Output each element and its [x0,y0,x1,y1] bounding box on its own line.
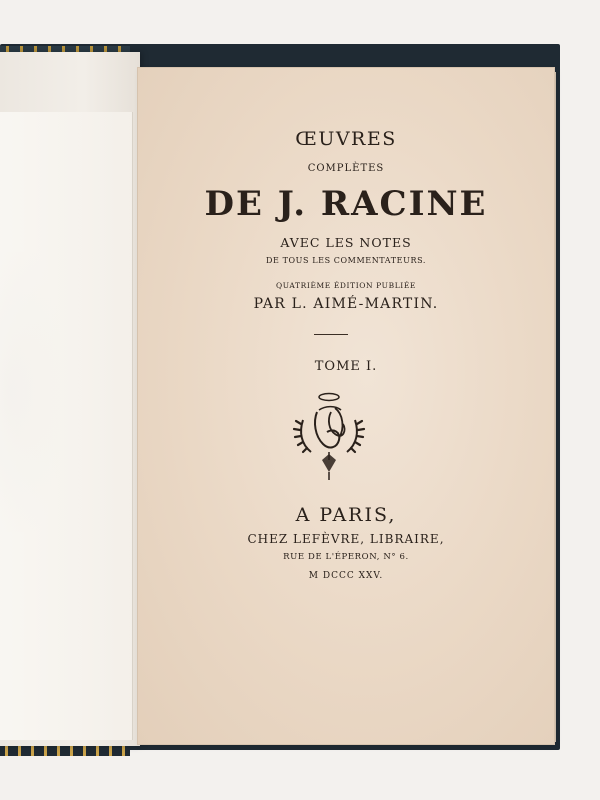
title-completes: COMPLÈTES [307,163,385,174]
imprint-publisher: CHEZ LEFÈVRE, LIBRAIRE, [247,532,445,546]
frontispiece-page [0,52,140,746]
title-author: DE J. RACINE [204,184,488,224]
imprint-address: RUE DE L'ÉPERON, N° 6. [283,552,409,562]
divider-rule [314,334,348,335]
monogram-crest-icon [289,390,369,484]
imprint-year: M DCCC XXV. [308,571,384,581]
volume-label: TOME I. [314,359,378,374]
subtitle-commentators: DE TOUS LES COMMENTATEURS. [265,256,427,265]
tissue-guard [0,112,133,740]
imprint-city: A PARIS, [295,504,397,526]
edition-note: QUATRIÈME ÉDITION PUBLIÉE [275,281,417,290]
editor-name: PAR L. AIMÉ-MARTIN. [253,296,439,312]
title-oeuvres: ŒUVRES [295,128,397,150]
title-page [138,68,554,744]
subtitle-notes: AVEC LES NOTES [280,235,412,250]
